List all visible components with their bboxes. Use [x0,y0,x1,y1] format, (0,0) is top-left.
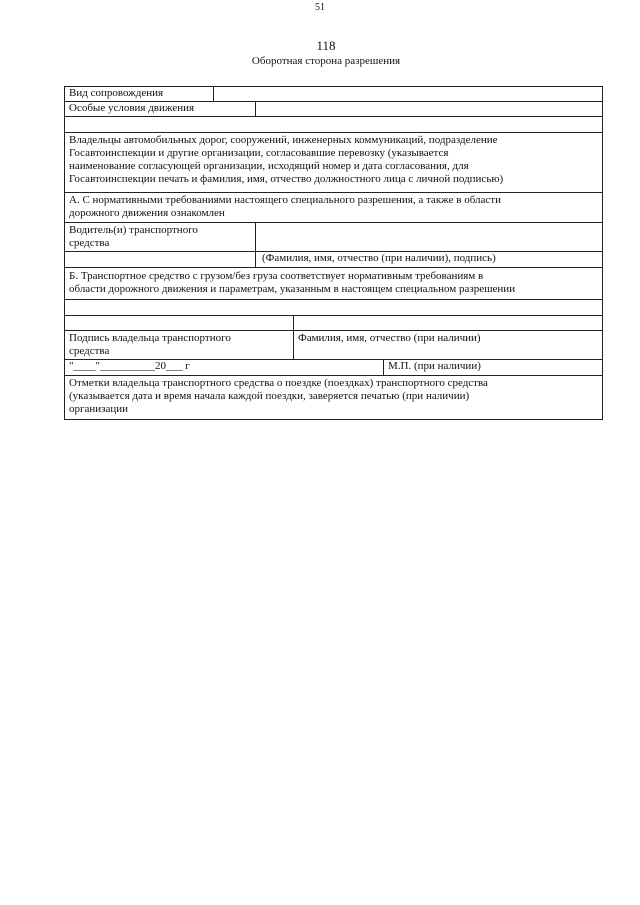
row-date-stamp [65,359,602,375]
special-conditions-field[interactable] [256,102,602,116]
owners-line-4: Госавтоинспекции печать и фамилия, имя, отчество должностного лица с личной подписью) [69,173,504,185]
driver-signature-caption: (Фамилия, имя, отчество (при наличии), подпись) [262,252,496,264]
row-section-b [65,267,602,299]
page-number: 51 [315,2,325,13]
row-driver-caption [65,251,602,267]
stamp-label: М.П. (при наличии) [388,360,481,372]
owner-signature-label-line-1: Подпись владельца транспортного [69,332,231,344]
section-b-line-2: области дорожного движения и параметрам, указанным в настоящем специальном разрешении [69,283,516,295]
document-number: 118 [316,38,336,53]
special-conditions-label: Особые условия движения [69,102,195,114]
section-b-line-1: Б. Транспортное средство с грузом/без груза соответствует нормативным требованиям в [69,270,484,282]
row-owner-header [65,315,602,330]
row-approving-organizations [65,132,602,192]
owner-name-label: Фамилия, имя, отчество (при наличии) [298,332,481,344]
trip-marks-line-1: Отметки владельца транспортного средства о поездке (поездках) транспортного средства [69,377,488,389]
row-blank-2[interactable] [65,299,602,315]
driver-label-line-2: средства [69,237,110,249]
trip-marks-line-2: (указывается дата и время начала каждой поездки, заверяется печатью (при наличии) [69,390,470,402]
row-special-conditions [65,101,602,116]
escort-type-field[interactable] [214,87,602,101]
owner-signature-label-line-2: средства [69,345,110,357]
driver-signature-field[interactable] [256,223,602,251]
owners-line-3: наименование согласующей организации, исходящий номер и дата согласования, для [69,160,469,172]
owners-line-2: Госавтоинспекции и другие организации, согласовавшие перевозку (указывается [69,147,449,159]
driver-label-line-1: Водитель(и) транспортного [69,224,198,236]
row-blank-1[interactable] [65,116,602,132]
trip-marks-line-3: организации [69,403,129,415]
escort-type-label: Вид сопровождения [69,87,164,99]
row-section-a [65,192,602,222]
section-a-line-1: А. С нормативными требованиями настоящего специального разрешения, а также в области [69,194,501,206]
permit-back-form [64,86,603,420]
row-owner-signature [65,330,602,359]
row-trip-marks [65,375,602,420]
owners-line-1: Владельцы автомобильных дорог, сооружений, инженерных коммуникаций, подразделение [69,134,498,146]
document-title: Оборотная сторона разрешения [251,55,401,67]
row-escort-type [65,87,602,101]
date-line[interactable]: "____"__________20___ г [69,360,190,372]
section-a-line-2: дорожного движения ознакомлен [69,207,225,219]
row-driver [65,222,602,251]
